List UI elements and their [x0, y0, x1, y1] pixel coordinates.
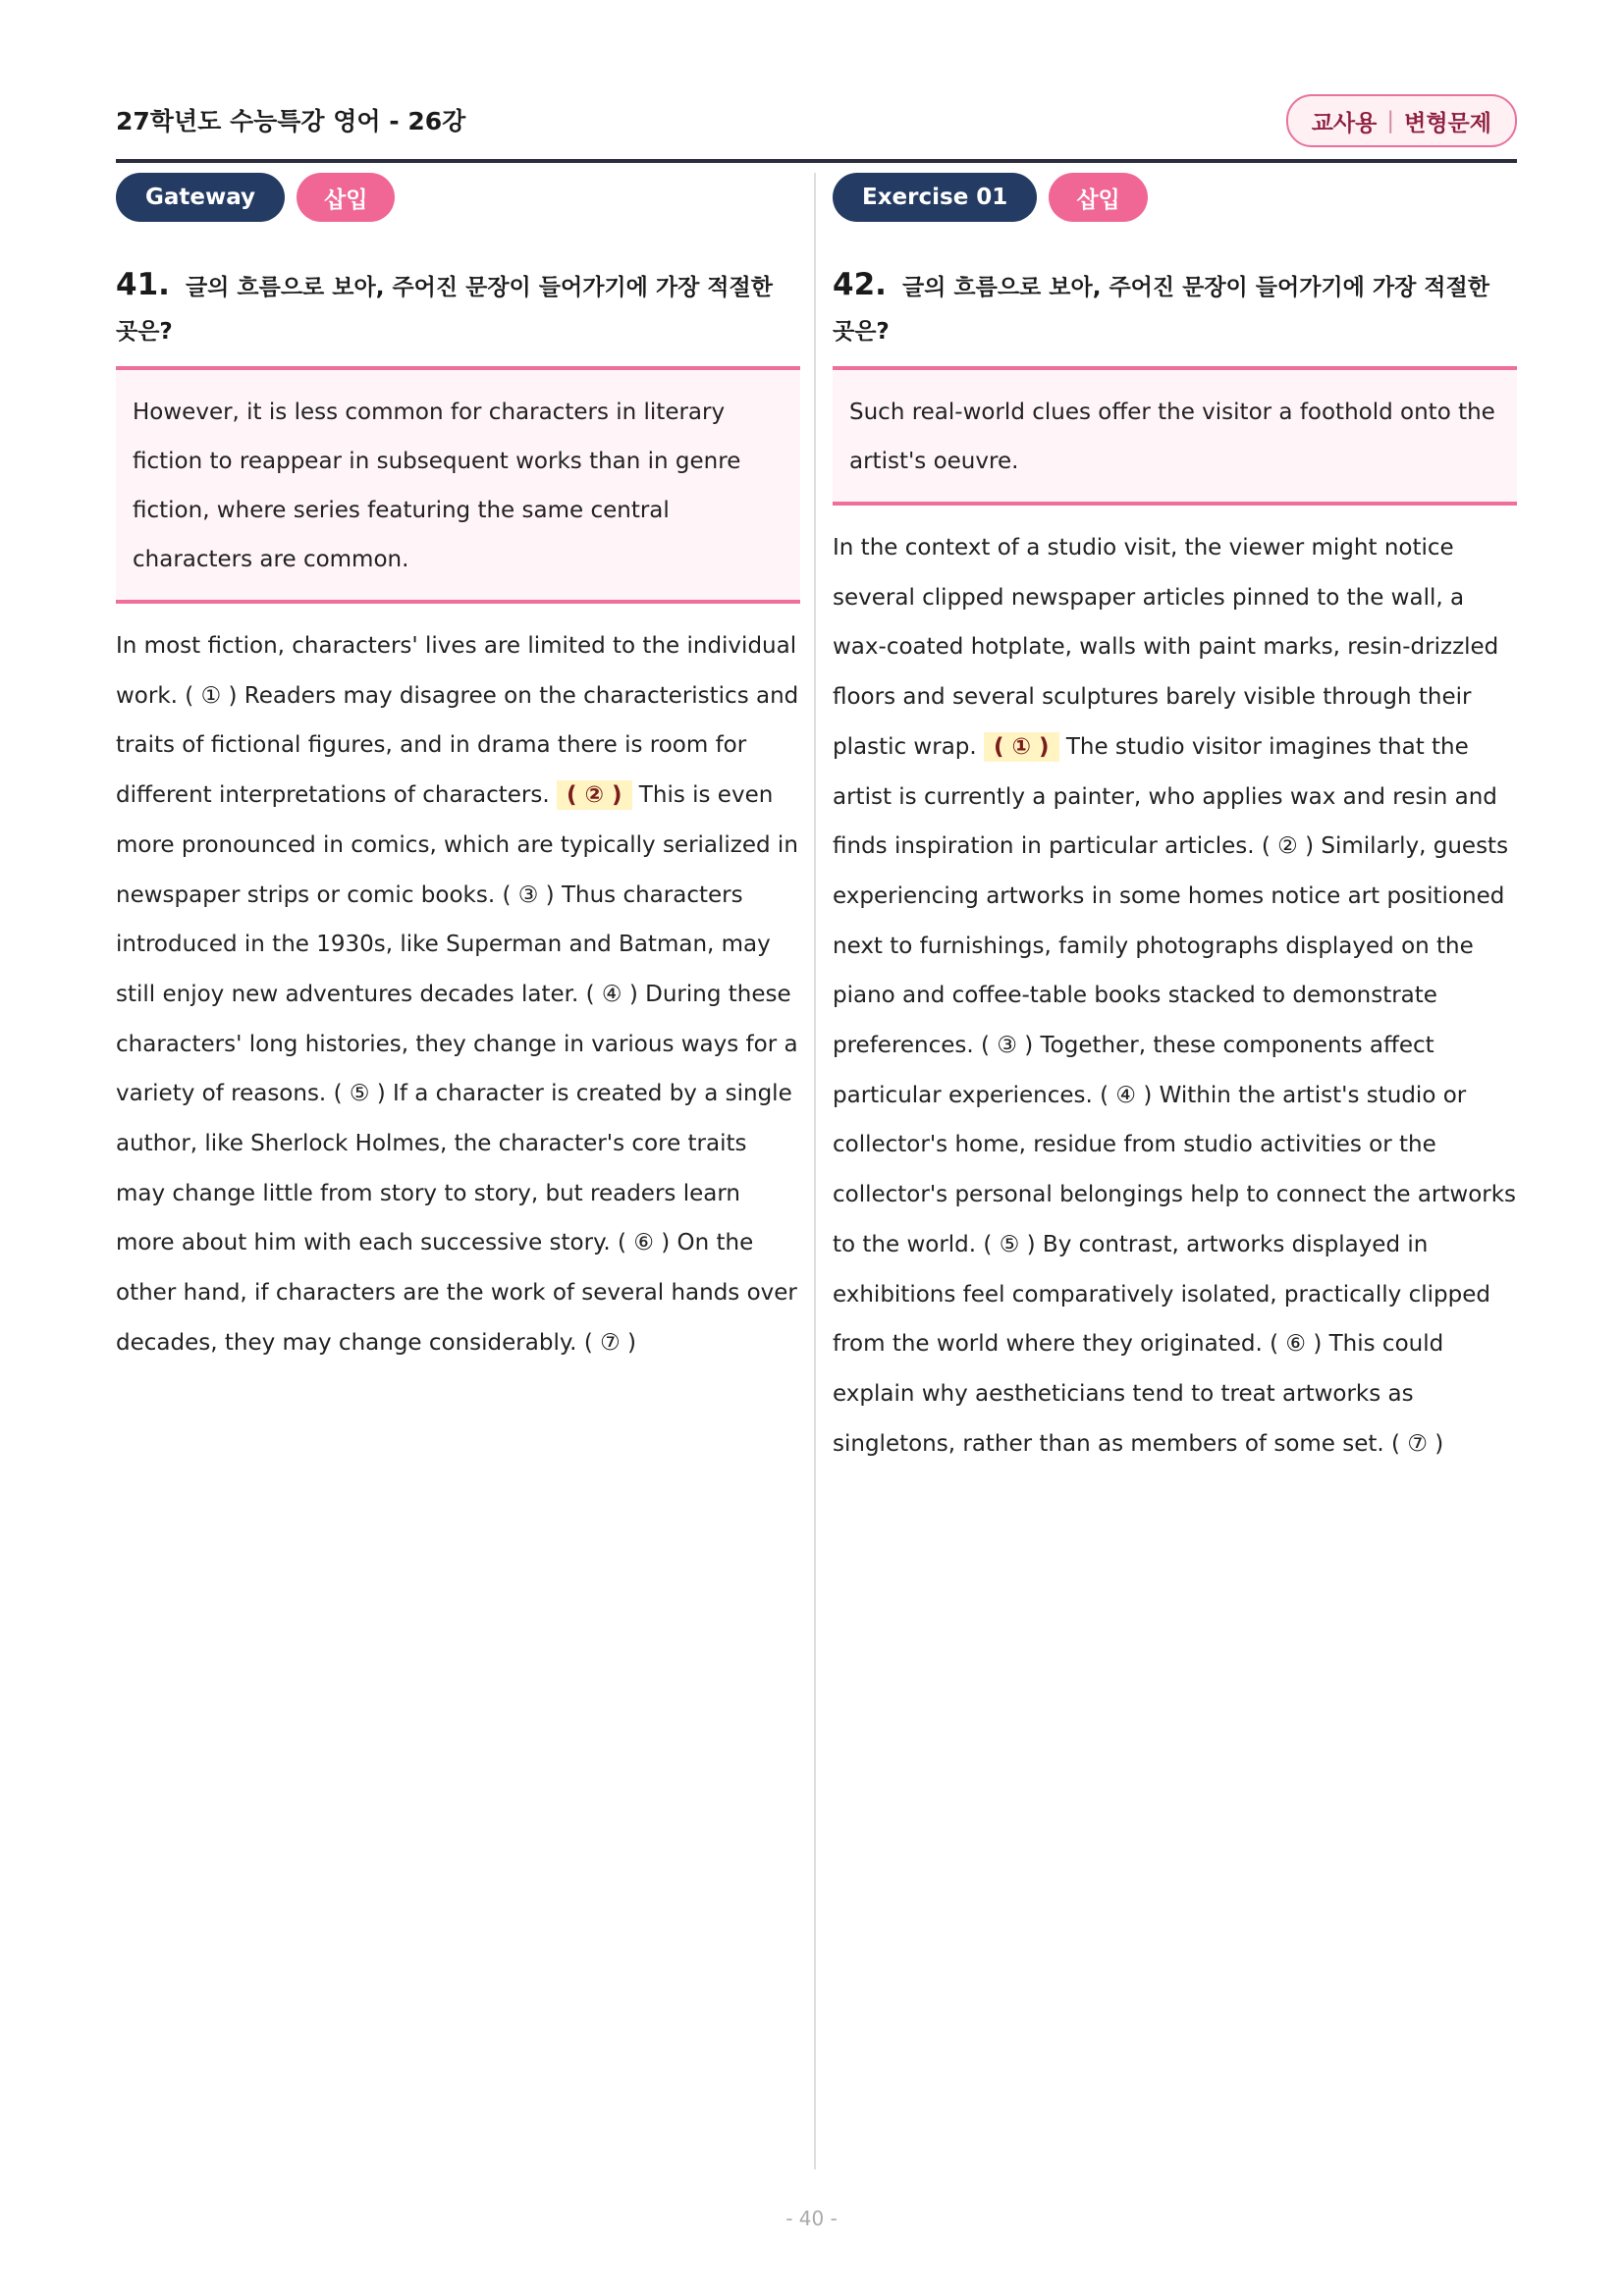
insertion-tag: 삽입 — [297, 173, 395, 222]
passage-text: This could explain why aestheticians tend to treat artworks as singletons, rather than as members of some set. — [833, 1331, 1444, 1457]
passage-text: Similarly, guests experiencing artworks in some homes notice art positioned next to furnishings, family photographs displayed on the piano and coffee-table books stacked to demonstrate preferences. — [833, 833, 1509, 1059]
marker-5: ( ⑤ ) — [333, 1081, 386, 1107]
question-text: 글의 흐름으로 보아, 주어진 문장이 들어가기에 가장 적절한 곳은? — [833, 275, 1489, 345]
passage-text: During these characters' long histories, they change in various ways for a variety of reasons. — [116, 981, 798, 1107]
marker-3: ( ③ ) — [502, 881, 555, 908]
passage-text: Within the artist's studio or collector's home, residue from studio activities or the collector's personal belongings help to connect the artworks to the world. — [833, 1082, 1517, 1257]
column-divider — [814, 173, 816, 2169]
passage-text: In the context of a studio visit, the viewer might notice several clipped newspaper articles pinned to the wall, a wax-coated hotplate, walls with paint marks, resin-drizzled floors and several sculptures barely visible through their plastic wrap. — [833, 535, 1499, 760]
passage-text: Readers may disagree on the characteristics and traits of fictional figures, and in drama there is room for different interpretations of characters. — [116, 682, 799, 809]
question-text: 글의 흐름으로 보아, 주어진 문장이 들어가기에 가장 적절한 곳은? — [116, 275, 773, 345]
passage-text: Together, these components affect particular experiences. — [833, 1033, 1434, 1108]
marker-5: ( ⑤ ) — [983, 1231, 1036, 1257]
page-number: - 40 - — [785, 2207, 838, 2230]
marker-6: ( ⑥ ) — [618, 1230, 671, 1256]
variant-label: 변형문제 — [1404, 110, 1491, 136]
passage-text: Thus characters introduced in the 1930s, like Superman and Batman, may still enjoy new adventures decades later. — [116, 881, 771, 1007]
marker-7: ( ⑦ ) — [583, 1329, 636, 1356]
left-column — [116, 173, 800, 1368]
insertion-tag: 삽입 — [1049, 173, 1147, 222]
question-number: 41. — [116, 267, 170, 302]
edition-badge — [1286, 94, 1517, 147]
marker-6: ( ⑥ ) — [1270, 1331, 1323, 1358]
page-header — [116, 94, 1517, 163]
passage-text: By contrast, artworks displayed in exhibitions feel comparatively isolated, practically clipped from the world where they originated. — [833, 1231, 1490, 1358]
passage-text: If a character is created by a single author, like Sherlock Holmes, the character's core traits may change little from story to story, but readers learn more about him with each successive story. — [116, 1081, 792, 1256]
passage — [116, 621, 800, 1368]
badge-separator: | — [1386, 108, 1395, 133]
passage-text: This is even more pronounced in comics, which are typically serialized in newspaper strips or comic books. — [116, 782, 798, 908]
passage-text: In most fiction, characters' lives are limited to the individual work. — [116, 633, 797, 709]
marker-2: ( ② ) — [1261, 833, 1315, 860]
marker-1: ( ① ) — [185, 682, 238, 709]
marker-4: ( ④ ) — [585, 981, 638, 1007]
marker-7: ( ⑦ ) — [1391, 1430, 1444, 1457]
passage-text: The studio visitor imagines that the artist is currently a painter, who applies wax and resin and finds inspiration in particular articles. — [833, 733, 1497, 860]
given-sentence: However, it is less common for characters in literary fiction to reappear in subsequent works than in genre fiction, where series featuring the same central characters are common. — [116, 366, 800, 604]
right-column — [833, 173, 1517, 1468]
right-tags — [833, 173, 1517, 226]
given-sentence: Such real-world clues offer the visitor a foothold onto the artist's oeuvre. — [833, 366, 1517, 506]
question-number: 42. — [833, 267, 887, 302]
lesson-title: 27학년도 수능특강 영어 - 26강 — [116, 107, 466, 135]
marker-4: ( ④ ) — [1100, 1082, 1153, 1108]
marker-3: ( ③ ) — [981, 1033, 1034, 1059]
question-title — [833, 263, 1517, 354]
answer-marker-2: ( ② ) — [557, 780, 632, 810]
left-tags — [116, 173, 800, 226]
teacher-label: 교사용 — [1311, 110, 1378, 136]
passage-text: On the other hand, if characters are the work of several hands over decades, they may change considerably. — [116, 1230, 797, 1356]
answer-marker-1: ( ① ) — [984, 732, 1059, 762]
question-title — [116, 263, 800, 354]
passage — [833, 523, 1517, 1468]
gateway-tag: Gateway — [116, 173, 285, 222]
exercise-tag: Exercise 01 — [833, 173, 1037, 222]
